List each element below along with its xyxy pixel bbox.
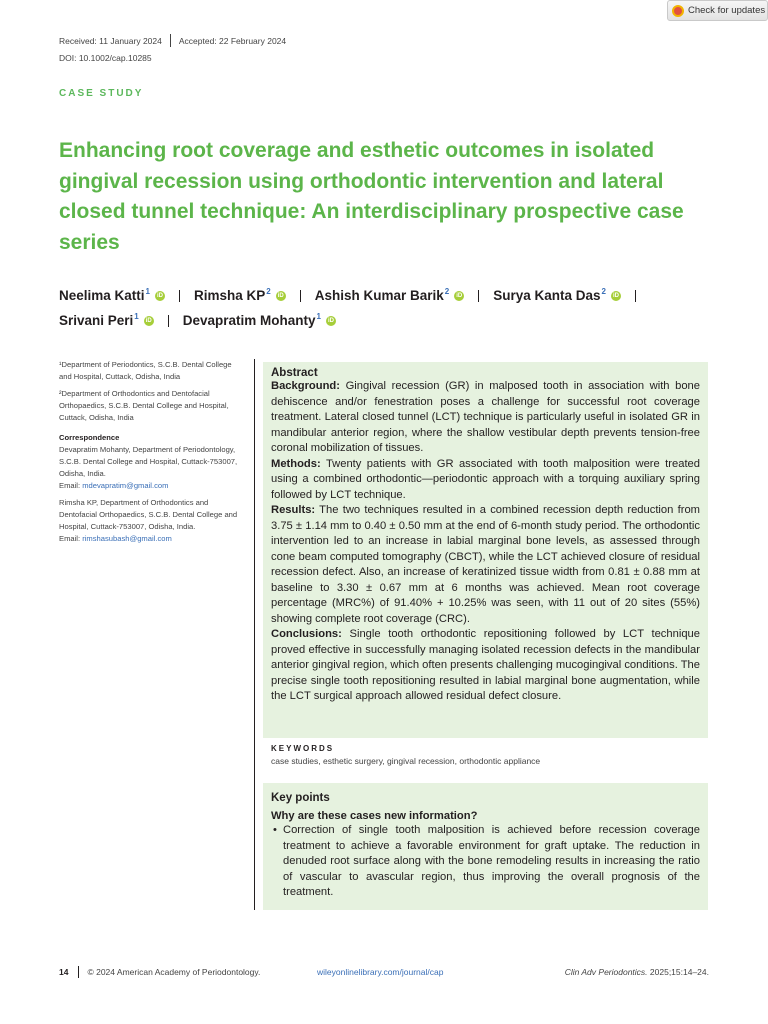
page-footer (59, 966, 709, 978)
correspondence-entry (59, 497, 244, 545)
divider (170, 34, 171, 47)
correspondence-address: Devapratim Mohanty, Department of Periodontology, S.C.B. Dental College and Hospital, Cuttack-753007, Odisha, India. (59, 445, 238, 478)
abstract-heading: Abstract (271, 367, 318, 379)
correspondence-address: Rimsha KP, Department of Orthodontics and Dentofacial Orthopaedics, S.C.B. Dental College and Hospital, Cuttack-753007, Odisha, India. (59, 498, 238, 531)
journal-url-link[interactable]: wileyonlinelibrary.com/journal/cap (317, 967, 444, 977)
journal-name: Clin Adv Periodontics. (564, 967, 648, 977)
key-points-box (263, 783, 708, 910)
keywords-section (263, 738, 708, 783)
check-for-updates-label: Check for updates (688, 5, 766, 16)
crossmark-icon (672, 5, 684, 17)
conclusions-label: Conclusions: (271, 628, 342, 640)
author-list (59, 283, 709, 333)
key-points-heading: Key points (271, 792, 330, 804)
author-row (59, 308, 709, 333)
author-name: Srivani Peri (59, 313, 134, 328)
divider (179, 290, 180, 302)
author-name: Surya Kanta Das (493, 288, 601, 303)
key-points-subheading: Why are these cases new information? (271, 810, 478, 822)
key-point-item (271, 823, 700, 901)
abstract-methods (271, 457, 700, 504)
abstract-background (271, 379, 700, 457)
orcid-icon[interactable]: iD (456, 292, 463, 299)
author[interactable] (493, 283, 621, 308)
correspondence-entry (59, 444, 244, 492)
author-name: Ashish Kumar Barik (314, 288, 444, 303)
author-name: Rimsha KP (193, 288, 266, 303)
author-name: Devapratim Mohanty (182, 313, 316, 328)
email-link[interactable]: mdevapratim@gmail.com (82, 481, 169, 490)
background-text: Gingival recession (GR) in malposed tooth in association with bone dehiscence and/or fenestration poses a challenge for successful root coverage treatment. Lateral closed tunnel (LCT) technique is particularly useful in isolated GR in mandibular anterior region, where the shallow vestibular depth prevents tension-free coronal mobilization of tissues. (271, 380, 700, 454)
email-link[interactable]: rimshasubash@gmail.com (82, 534, 172, 543)
affiliation: ²Department of Orthodontics and Dentofacial Orthopaedics, S.C.B. Dental College and Hospital, Cuttack, Odisha, India (59, 389, 229, 422)
affiliations-column (59, 359, 244, 550)
orcid-icon[interactable]: iD (277, 292, 284, 299)
conclusions-text: Single tooth orthodontic repositioning followed by LCT technique proved effective in successfully managing isolated recession defects in the mandibular anterior gingival region, which often presents challenging mucogingival conditions. The precise single tooth repositioning resulted in labial marginal bone augmentation, while the LCT surgical approach allowed residual defect closure. (271, 628, 700, 702)
article-title: Enhancing root coverage and esthetic outcomes in isolated gingival recession using orthodontic intervention and lateral closed tunnel technique: An interdisciplinary prospective case series (59, 139, 684, 254)
results-text: The two techniques resulted in a combined recession depth reduction from 3.75 ± 1.14 mm to 0.40 ± 0.50 mm at the end of 6-month study period. The orthodontic intervention led to an increase in labial marginal bone levels, as assessed through cone beam computed tomography (CBCT), while the LCT achieved closure of residual recession defect. Also, an increase of keratinized tissue width from 0.81 ± 0.88 mm at baseline to 3.30 ± 0.67 mm at 6 months was achieved. Mean root coverage percentage (MRC%) of 91.40% + 10.25% was seen, with 11 out of 20 sites (55%) showing complete root coverage (CRC). (271, 504, 700, 625)
citation: 2025;15:14–24. (647, 967, 709, 977)
divider (478, 290, 479, 302)
section-label: CASE STUDY (59, 88, 144, 99)
dates-line (59, 34, 286, 47)
journal-citation (565, 967, 709, 977)
accepted-date: Accepted: 22 February 2024 (178, 35, 287, 46)
divider (300, 290, 301, 302)
results-label: Results: (271, 504, 316, 516)
author[interactable] (315, 283, 465, 308)
column-divider (254, 359, 255, 910)
received-date: Received: 11 January 2024 (59, 35, 162, 46)
keywords-heading: KEYWORDS (271, 744, 335, 753)
orcid-icon[interactable]: iD (612, 292, 619, 299)
bullet-icon: • (273, 824, 277, 836)
page-number: 14 (59, 967, 69, 977)
check-for-updates-button[interactable] (667, 0, 768, 21)
author[interactable] (59, 283, 165, 308)
author-affiliation-marker: 2 (266, 287, 271, 296)
email-label: Email: (59, 534, 83, 543)
author-affiliation-marker: 2 (444, 287, 450, 296)
background-label: Background: (271, 380, 340, 392)
orcid-icon[interactable]: iD (145, 317, 152, 324)
author-affiliation-marker: 1 (134, 312, 139, 321)
affiliation: ¹Department of Periodontics, S.C.B. Dental College and Hospital, Cuttack, Odisha, India (59, 360, 232, 381)
divider (635, 290, 636, 302)
author-row (59, 283, 709, 308)
author-affiliation-marker: 1 (145, 287, 150, 296)
author[interactable] (194, 283, 286, 308)
email-label: Email: (59, 481, 83, 490)
copyright: © 2024 American Academy of Periodontology. (87, 967, 261, 977)
divider (168, 315, 169, 327)
divider (78, 966, 79, 978)
orcid-icon[interactable]: iD (327, 317, 334, 324)
author[interactable] (183, 308, 336, 333)
abstract-conclusions (271, 627, 700, 705)
correspondence-heading: Correspondence (59, 433, 120, 442)
abstract-box (263, 362, 708, 738)
orcid-icon[interactable]: iD (156, 292, 163, 299)
author-affiliation-marker: 2 (601, 287, 606, 296)
author-name: Neelima Katti (59, 288, 145, 303)
abstract-results (271, 503, 700, 627)
author[interactable] (59, 308, 154, 333)
keywords-text: case studies, esthetic surgery, gingival recession, orthodontic appliance (271, 756, 541, 766)
key-point-text: Correction of single tooth malposition is achieved before recession coverage treatment to achieve a favorable environment for graft uptake. The reduction in denuded root surface along with the bone remodeling results in increasing the ratio of vascular to avascular region, thus improving the overall prognosis of the treatment. (283, 824, 700, 898)
doi: DOI: 10.1002/cap.10285 (59, 53, 152, 63)
methods-text: Twenty patients with GR associated with tooth malposition were treated using a combined orthodontic—periodontic approach with a torquing auxiliary spring followed by LCT technique. (271, 457, 700, 501)
author-affiliation-marker: 1 (316, 312, 321, 321)
methods-label: Methods: (271, 457, 321, 470)
